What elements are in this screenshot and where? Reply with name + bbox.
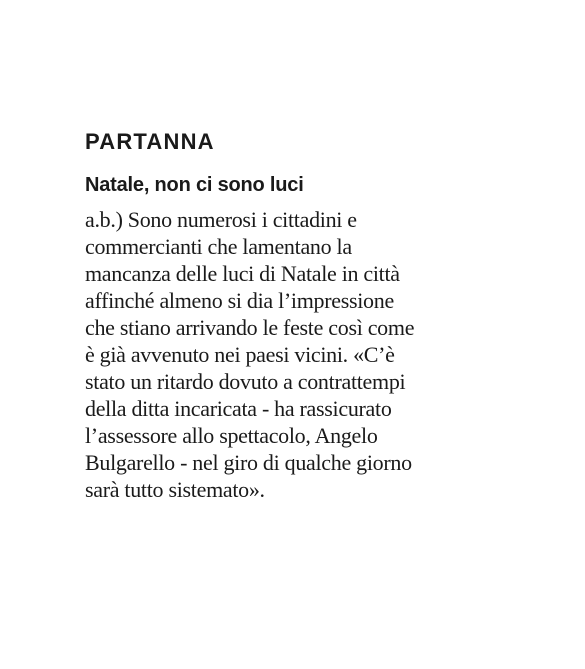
- article-body: [85, 206, 505, 503]
- article-kicker: PARTANNA: [85, 129, 215, 154]
- body-line: della ditta incaricata - ha rassicurato: [85, 396, 392, 421]
- article-headline: Natale, non ci sono luci: [85, 174, 304, 196]
- body-line: è già avvenuto nei paesi vicini. «C’è: [85, 342, 395, 367]
- body-line: che stiano arrivando le feste così come: [85, 315, 415, 340]
- body-line: commercianti che lamentano la: [85, 234, 352, 259]
- body-line: sarà tutto sistemato».: [85, 477, 265, 502]
- body-line: mancanza delle luci di Natale in città: [85, 261, 400, 286]
- body-line: Bulgarello - nel giro di qualche giorno: [85, 450, 412, 475]
- body-line: l’assessore allo spettacolo, Angelo: [85, 423, 378, 448]
- body-line: a.b.) Sono numerosi i cittadini e: [85, 207, 357, 232]
- body-line: stato un ritardo dovuto a contrattempi: [85, 369, 406, 394]
- news-article: [85, 128, 505, 503]
- body-line: affinché almeno si dia l’impressione: [85, 288, 394, 313]
